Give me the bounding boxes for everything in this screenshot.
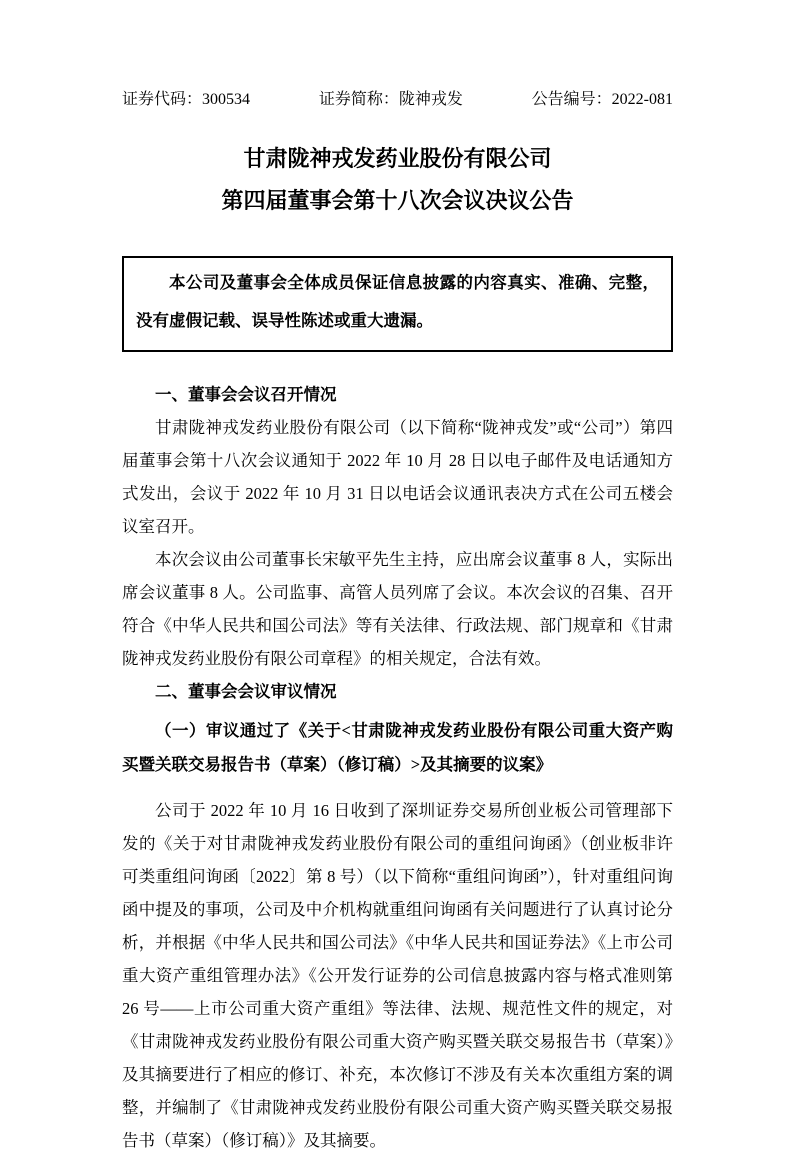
document-title-meeting-resolution: 第四届董事会第十八次会议决议公告 [221,188,574,213]
paragraph-meeting-attendance: 本次会议由公司董事长宋敏平先生主持，应出席会议董事 8 人，实际出席会议董事 8 人。公司监事、高管人员列席了会议。本次会议的召集、召开符合《中华人民共和国公司法》等有关法律、行政法规、部门规章和《甘肃陇神戎发药业股份有限公司章程》的相关规定，合法有效。 [122,550,673,668]
stock-abbreviation-label: 证券简称：陇神戎发 [318,91,463,108]
paragraph-inquiry-letter-revision: 公司于 2022 年 10 月 16 日收到了深圳证券交易所创业板公司管理部下发的《关于对甘肃陇神戎发药业股份有限公司的重组问询函》（创业板非许可类重组问询函〔2022〕第 8 号）（以下简称“重组问询函”），针对重组问询函中提及的事项，公司及中介机构就重组问询函有关问题进行了认真讨论分析，并根据《中华人民共和国公司法》《中华人民共和国证券法》《上市公司重大资产重组管理办法》《公开发行证券的公司信息披露内容与格式准则第 26 号——上市公司重大资产重组》等法律、法规、规范性文件的规定，对《甘肃陇神戎发药业股份有限公司重大资产购买暨关联交易报告书（草案）》及其摘要进行了相应的修订、补充，本次修订不涉及有关本次重组方案的调整，并编制了《甘肃陇神戎发药业股份有限公司重大资产购买暨关联交易报告书（草案）（修订稿）》及其摘要。 [122,801,673,1150]
disclaimer-box [122,256,673,352]
document-header-row [122,90,673,110]
disclaimer-text: 本公司及董事会全体成员保证信息披露的内容真实、准确、完整，没有虚假记载、误导性陈述或重大遗漏。 [136,273,659,330]
stock-code-label: 证券代码：300534 [122,91,251,108]
paragraph-meeting-notice: 甘肃陇神戎发药业股份有限公司（以下简称“陇神戎发”或“公司”）第四届董事会第十八次会议通知于 2022 年 10 月 28 日以电子邮件及电话通知方式发出，会议于 2022 年 10 月 31 日以电话会议通讯表决方式在公司五楼会议室召开。 [122,418,673,536]
announcement-number-label: 公告编号：2022-081 [531,91,673,108]
subsection-heading-proposal-approved: （一）审议通过了《关于<甘肃陇神戎发药业股份有限公司重大资产购买暨关联交易报告书（草案）（修订稿）>及其摘要的议案》 [122,721,673,774]
section-heading-deliberation: 二、董事会会议审议情况 [155,682,337,701]
document-title-company-name: 甘肃陇神戎发药业股份有限公司 [243,146,552,171]
section-heading-meeting-convening: 一、董事会会议召开情况 [155,385,337,404]
